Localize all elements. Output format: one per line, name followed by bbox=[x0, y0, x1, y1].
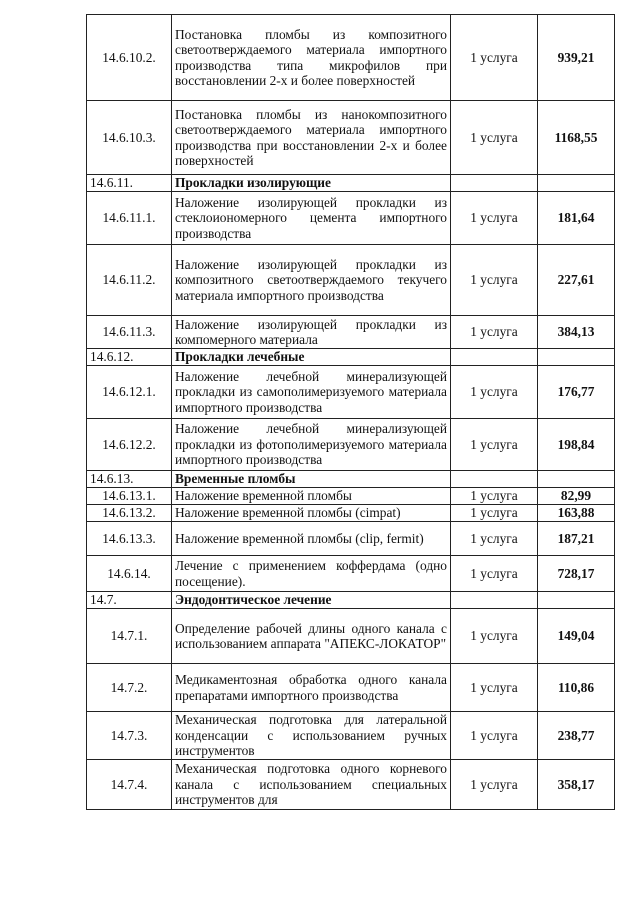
row-service-name: Наложение изолирующей прокладки из композитного светоотверждаемого текучего материала импортного производства bbox=[172, 245, 451, 316]
row-service-name: Механическая подготовка для латеральной конденсации с использованием ручных инструментов bbox=[172, 712, 451, 760]
row-price: 187,21 bbox=[538, 522, 615, 556]
row-unit: 1 услуга bbox=[451, 712, 538, 760]
row-unit: 1 услуга bbox=[451, 664, 538, 712]
row-service-name: Прокладки изолирующие bbox=[172, 175, 451, 192]
row-service-name: Временные пломбы bbox=[172, 471, 451, 488]
row-code: 14.6.10.2. bbox=[87, 15, 172, 101]
row-code: 14.7.2. bbox=[87, 664, 172, 712]
row-service-name: Определение рабочей длины одного канала с использованием аппарата "АПЕКС-ЛОКАТОР" bbox=[172, 609, 451, 664]
row-service-name: Лечение с применением коффердама (одно посещение). bbox=[172, 556, 451, 592]
row-service-name: Постановка пломбы из композитного светоотверждаемого материала импортного производства типа микрофилов при восстановлении 2-х и более поверхностей bbox=[172, 15, 451, 101]
price-list-table bbox=[86, 14, 615, 810]
row-price: 82,99 bbox=[538, 488, 615, 505]
row-service-name: Медикаментозная обработка одного канала препаратами импортного производства bbox=[172, 664, 451, 712]
row-unit: 1 услуга bbox=[451, 522, 538, 556]
row-code: 14.6.13.1. bbox=[87, 488, 172, 505]
table-row bbox=[87, 522, 615, 556]
table-row bbox=[87, 366, 615, 419]
row-code: 14.6.13.3. bbox=[87, 522, 172, 556]
table-row bbox=[87, 712, 615, 760]
row-code: 14.6.10.3. bbox=[87, 101, 172, 175]
table-row bbox=[87, 245, 615, 316]
row-price: 384,13 bbox=[538, 316, 615, 349]
row-unit: 1 услуга bbox=[451, 419, 538, 471]
row-unit bbox=[451, 349, 538, 366]
row-unit: 1 услуга bbox=[451, 192, 538, 245]
row-price: 227,61 bbox=[538, 245, 615, 316]
row-code: 14.6.13.2. bbox=[87, 505, 172, 522]
row-unit: 1 услуга bbox=[451, 488, 538, 505]
row-unit: 1 услуга bbox=[451, 609, 538, 664]
row-price: 163,88 bbox=[538, 505, 615, 522]
table-row bbox=[87, 505, 615, 522]
row-code: 14.7.4. bbox=[87, 760, 172, 810]
section-row bbox=[87, 592, 615, 609]
row-code: 14.6.11.3. bbox=[87, 316, 172, 349]
row-price: 181,64 bbox=[538, 192, 615, 245]
row-code: 14.7.3. bbox=[87, 712, 172, 760]
row-unit: 1 услуга bbox=[451, 556, 538, 592]
row-code: 14.6.12.2. bbox=[87, 419, 172, 471]
row-unit bbox=[451, 175, 538, 192]
table-row bbox=[87, 101, 615, 175]
row-unit: 1 услуга bbox=[451, 15, 538, 101]
row-code: 14.6.11.2. bbox=[87, 245, 172, 316]
row-service-name: Постановка пломбы из нанокомпозитного светоотверждаемого материала импортного производства при восстановлении 2-х и более поверхностей bbox=[172, 101, 451, 175]
row-price: 728,17 bbox=[538, 556, 615, 592]
row-service-name: Наложение изолирующей прокладки из стеклоиономерного цемента импортного производства bbox=[172, 192, 451, 245]
table-row bbox=[87, 15, 615, 101]
row-unit: 1 услуга bbox=[451, 101, 538, 175]
table-row bbox=[87, 192, 615, 245]
table-row bbox=[87, 488, 615, 505]
row-price: 110,86 bbox=[538, 664, 615, 712]
row-code: 14.6.14. bbox=[87, 556, 172, 592]
table-row bbox=[87, 609, 615, 664]
table-row bbox=[87, 316, 615, 349]
row-price: 149,04 bbox=[538, 609, 615, 664]
section-row bbox=[87, 175, 615, 192]
row-unit: 1 услуга bbox=[451, 505, 538, 522]
row-code: 14.7. bbox=[87, 592, 172, 609]
price-list-body bbox=[87, 15, 615, 810]
row-price bbox=[538, 175, 615, 192]
row-price: 238,77 bbox=[538, 712, 615, 760]
table-row bbox=[87, 556, 615, 592]
row-price: 198,84 bbox=[538, 419, 615, 471]
row-unit: 1 услуга bbox=[451, 760, 538, 810]
row-service-name: Механическая подготовка одного корневого канала с использованием специальных инструментов для bbox=[172, 760, 451, 810]
row-price: 358,17 bbox=[538, 760, 615, 810]
row-price bbox=[538, 349, 615, 366]
table-row bbox=[87, 760, 615, 810]
section-row bbox=[87, 349, 615, 366]
row-code: 14.6.12. bbox=[87, 349, 172, 366]
row-service-name: Прокладки лечебные bbox=[172, 349, 451, 366]
row-unit: 1 услуга bbox=[451, 316, 538, 349]
row-unit: 1 услуга bbox=[451, 245, 538, 316]
row-unit bbox=[451, 471, 538, 488]
row-service-name: Наложение лечебной минерализующей прокладки из фотополимеризуемого материала импортного производства bbox=[172, 419, 451, 471]
row-price: 939,21 bbox=[538, 15, 615, 101]
table-row bbox=[87, 419, 615, 471]
row-code: 14.6.11. bbox=[87, 175, 172, 192]
row-code: 14.6.11.1. bbox=[87, 192, 172, 245]
row-service-name: Наложение лечебной минерализующей прокладки из самополимеризуемого материала импортного производства bbox=[172, 366, 451, 419]
row-price bbox=[538, 592, 615, 609]
row-service-name: Наложение временной пломбы (cimpat) bbox=[172, 505, 451, 522]
row-price: 176,77 bbox=[538, 366, 615, 419]
table-row bbox=[87, 664, 615, 712]
row-code: 14.6.13. bbox=[87, 471, 172, 488]
row-unit bbox=[451, 592, 538, 609]
row-service-name: Наложение изолирующей прокладки из компомерного материала bbox=[172, 316, 451, 349]
row-price: 1168,55 bbox=[538, 101, 615, 175]
row-service-name: Наложение временной пломбы bbox=[172, 488, 451, 505]
row-code: 14.7.1. bbox=[87, 609, 172, 664]
row-service-name: Наложение временной пломбы (clip, fermit) bbox=[172, 522, 451, 556]
section-row bbox=[87, 471, 615, 488]
row-service-name: Эндодонтическое лечение bbox=[172, 592, 451, 609]
row-price bbox=[538, 471, 615, 488]
row-unit: 1 услуга bbox=[451, 366, 538, 419]
row-code: 14.6.12.1. bbox=[87, 366, 172, 419]
